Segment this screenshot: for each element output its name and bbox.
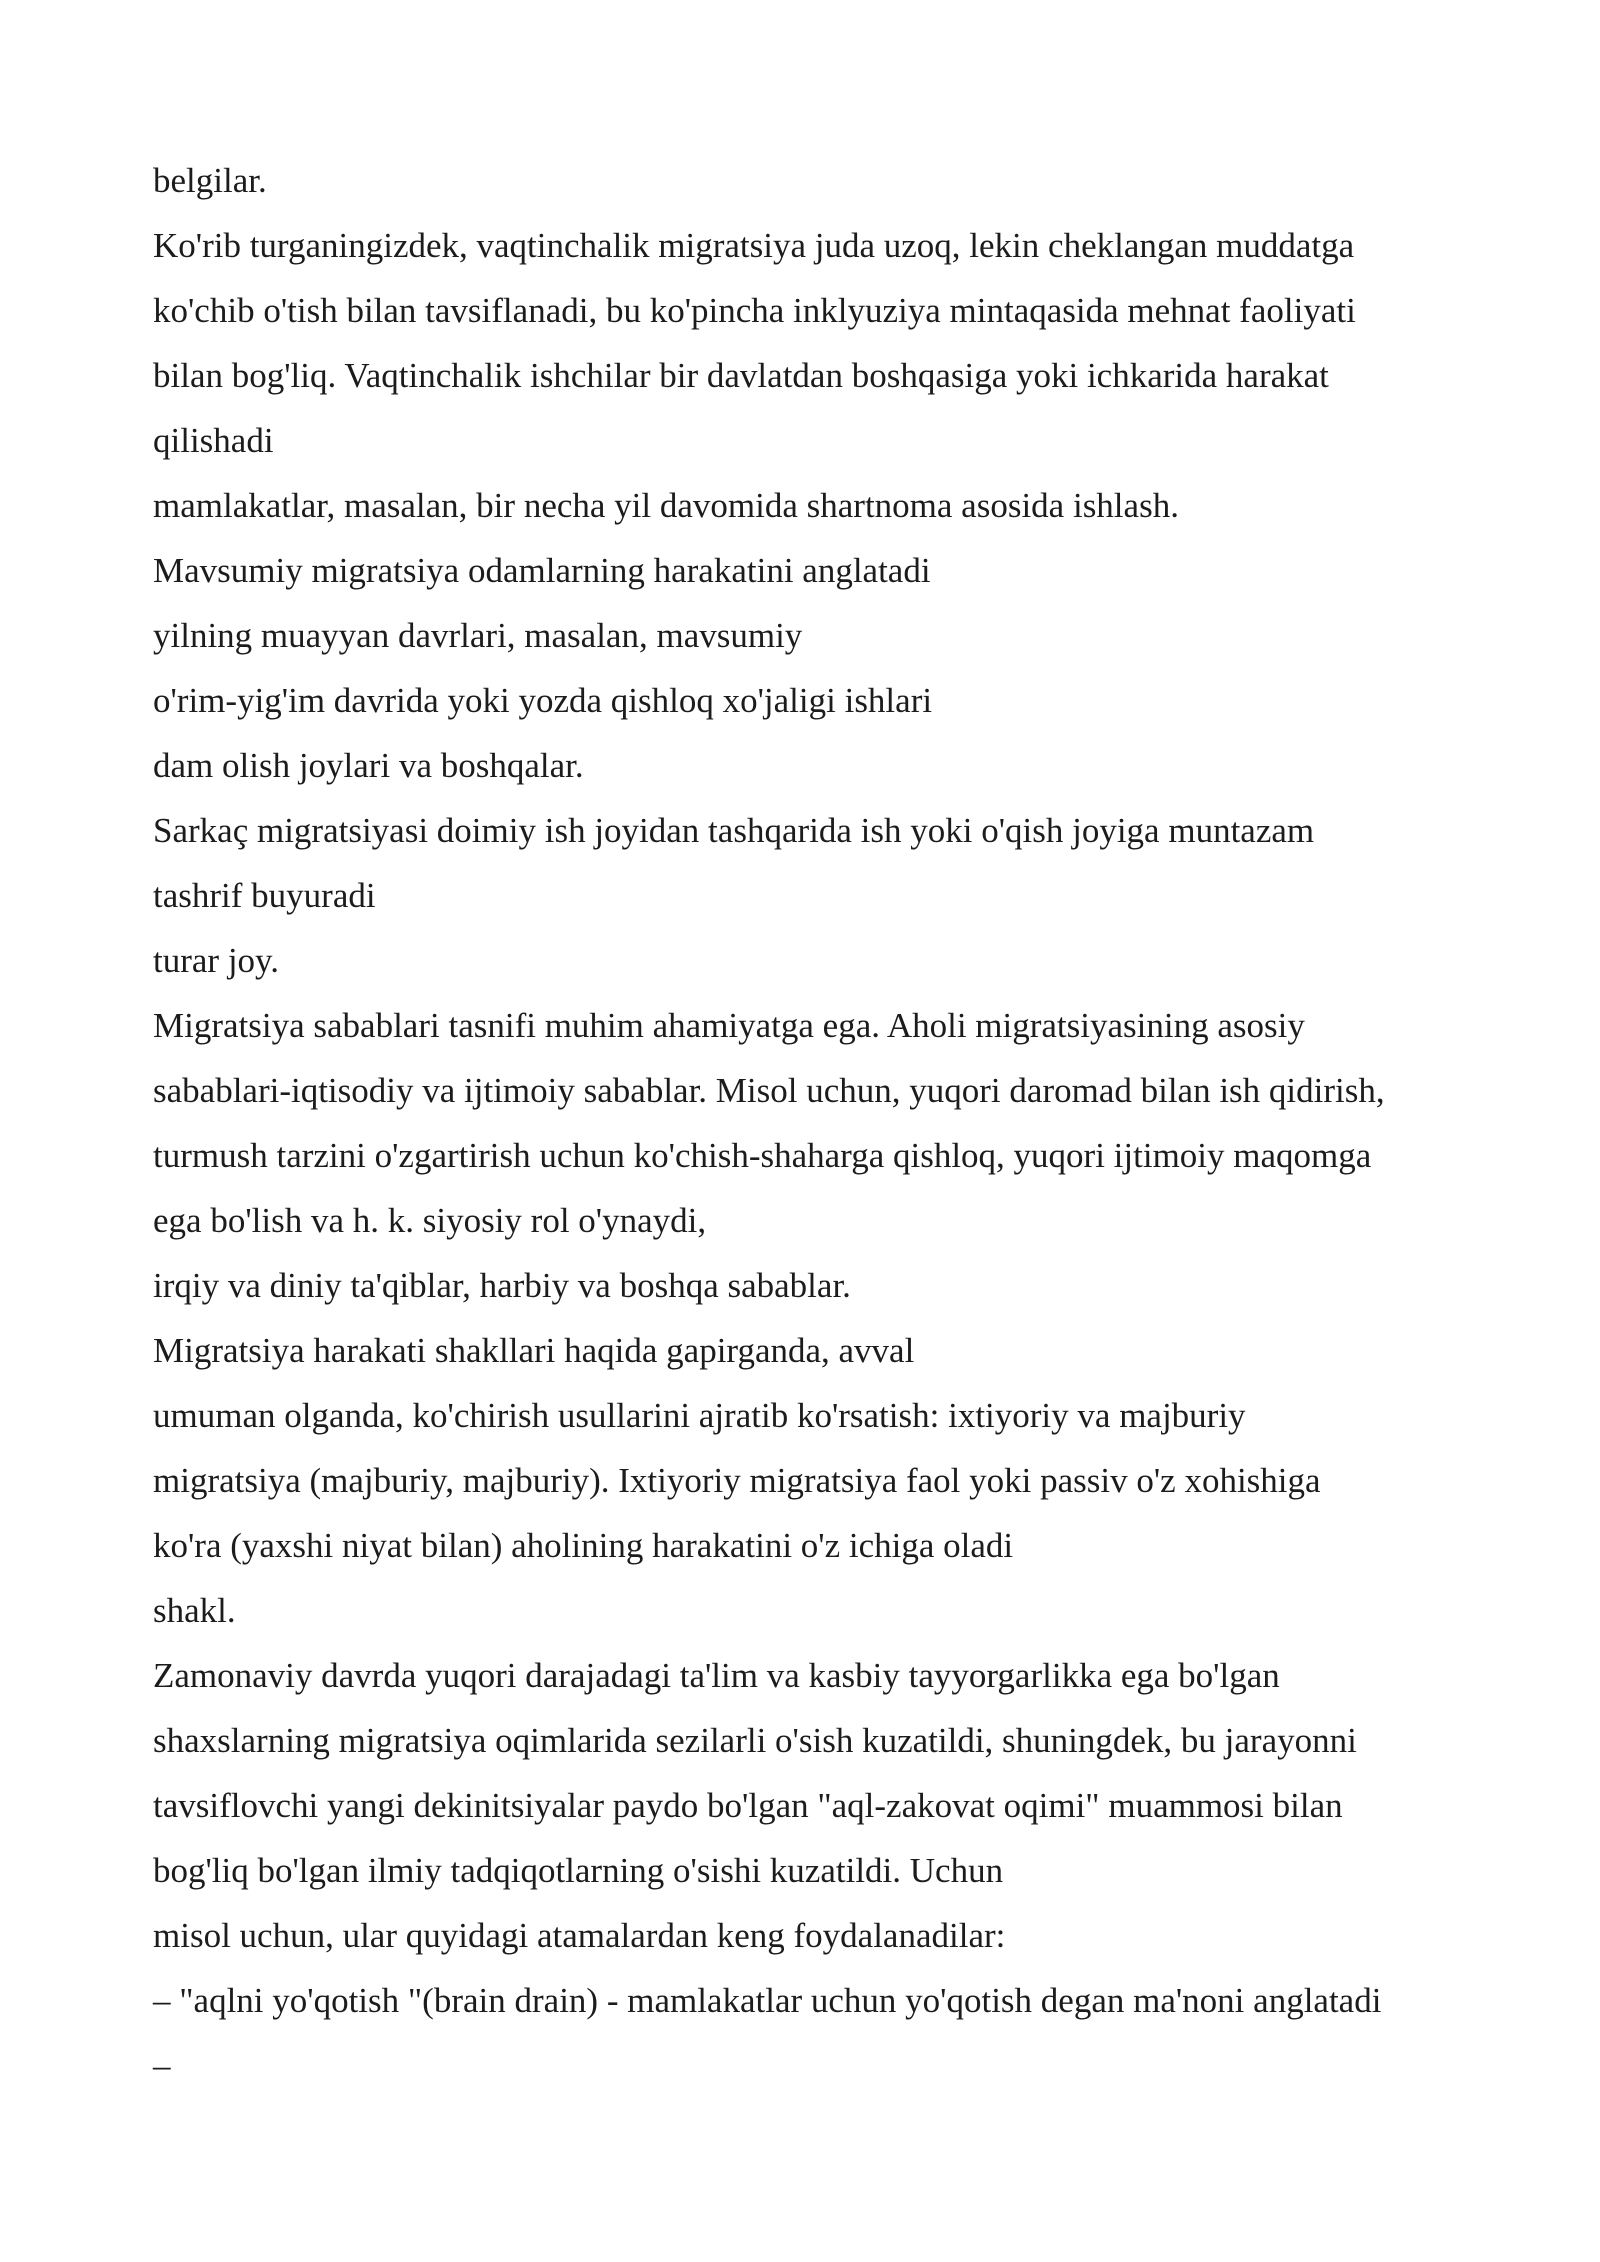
text-line: turmush tarzini o'zgartirish uchun ko'chish-shaharga qishloq, yuqori ijtimoiy maqomga — [153, 1136, 1372, 1175]
text-line: belgilar. — [153, 161, 267, 200]
text-line: ko'ra (yaxshi niyat bilan) aholining harakatini o'z ichiga oladi — [153, 1526, 1014, 1565]
text-line: sabablari-iqtisodiy va ijtimoiy sabablar. Misol uchun, yuqori daromad bilan ish qidirish, — [153, 1071, 1385, 1110]
text-line: Ko'rib turganingizdek, vaqtinchalik migratsiya juda uzoq, lekin cheklangan muddatga — [153, 226, 1355, 265]
text-line: Sarkaç migratsiyasi doimiy ish joyidan tashqarida ish yoki o'qish joyiga muntazam — [153, 811, 1315, 850]
text-line: misol uchun, ular quyidagi atamalardan keng foydalanadilar: — [153, 1916, 1006, 1955]
text-line: turar joy. — [153, 941, 280, 980]
text-line: Mavsumiy migratsiya odamlarning harakatini anglatadi — [153, 551, 931, 590]
text-line: – "aqlni yo'qotish "(brain drain) - mamlakatlar uchun yo'qotish degan ma'noni anglatadi — [153, 1981, 1382, 2020]
text-line: irqiy va diniy ta'qiblar, harbiy va boshqa sabablar. — [153, 1266, 851, 1305]
text-line: Migratsiya harakati shakllari haqida gapirganda, avval — [153, 1331, 915, 1370]
text-line: o'rim-yig'im davrida yoki yozda qishloq xo'jaligi ishlari — [153, 681, 933, 720]
text-line: mamlakatlar, masalan, bir necha yil davomida shartnoma asosida ishlash. — [153, 486, 1179, 525]
text-line: shakl. — [153, 1591, 236, 1630]
text-line: migratsiya (majburiy, majburiy). Ixtiyoriy migratsiya faol yoki passiv o'z xohishiga — [153, 1461, 1321, 1500]
text-line: yilning muayyan davrlari, masalan, mavsumiy — [153, 616, 803, 655]
text-line: Zamonaviy davrda yuqori darajadagi ta'lim va kasbiy tayyorgarlikka ega bo'lgan — [153, 1656, 1280, 1695]
document-body — [153, 148, 1493, 2098]
text-line: shaxslarning migratsiya oqimlarida sezilarli o'sish kuzatildi, shuningdek, bu jarayonni — [153, 1721, 1357, 1760]
text-line: tavsiflovchi yangi dekinitsiyalar paydo bo'lgan "aql-zakovat oqimi" muammosi bilan — [153, 1786, 1343, 1825]
text-line: bog'liq bo'lgan ilmiy tadqiqotlarning o'sishi kuzatildi. Uchun — [153, 1851, 1004, 1890]
text-line: tashrif buyuradi — [153, 876, 376, 915]
text-line: – — [153, 2046, 171, 2085]
text-line: umuman olganda, ko'chirish usullarini ajratib ko'rsatish: ixtiyoriy va majburiy — [153, 1396, 1246, 1435]
text-line: Migratsiya sabablari tasnifi muhim ahamiyatga ega. Aholi migratsiyasining asosiy — [153, 1006, 1305, 1045]
text-line: ko'chib o'tish bilan tavsiflanadi, bu ko'pincha inklyuziya mintaqasida mehnat faoliyati — [153, 291, 1356, 330]
text-line: ega bo'lish va h. k. siyosiy rol o'ynaydi, — [153, 1201, 707, 1240]
text-line: qilishadi — [153, 421, 274, 460]
text-line: dam olish joylari va boshqalar. — [153, 746, 584, 785]
text-line: bilan bog'liq. Vaqtinchalik ishchilar bir davlatdan boshqasiga yoki ichkarida harakat — [153, 356, 1329, 395]
